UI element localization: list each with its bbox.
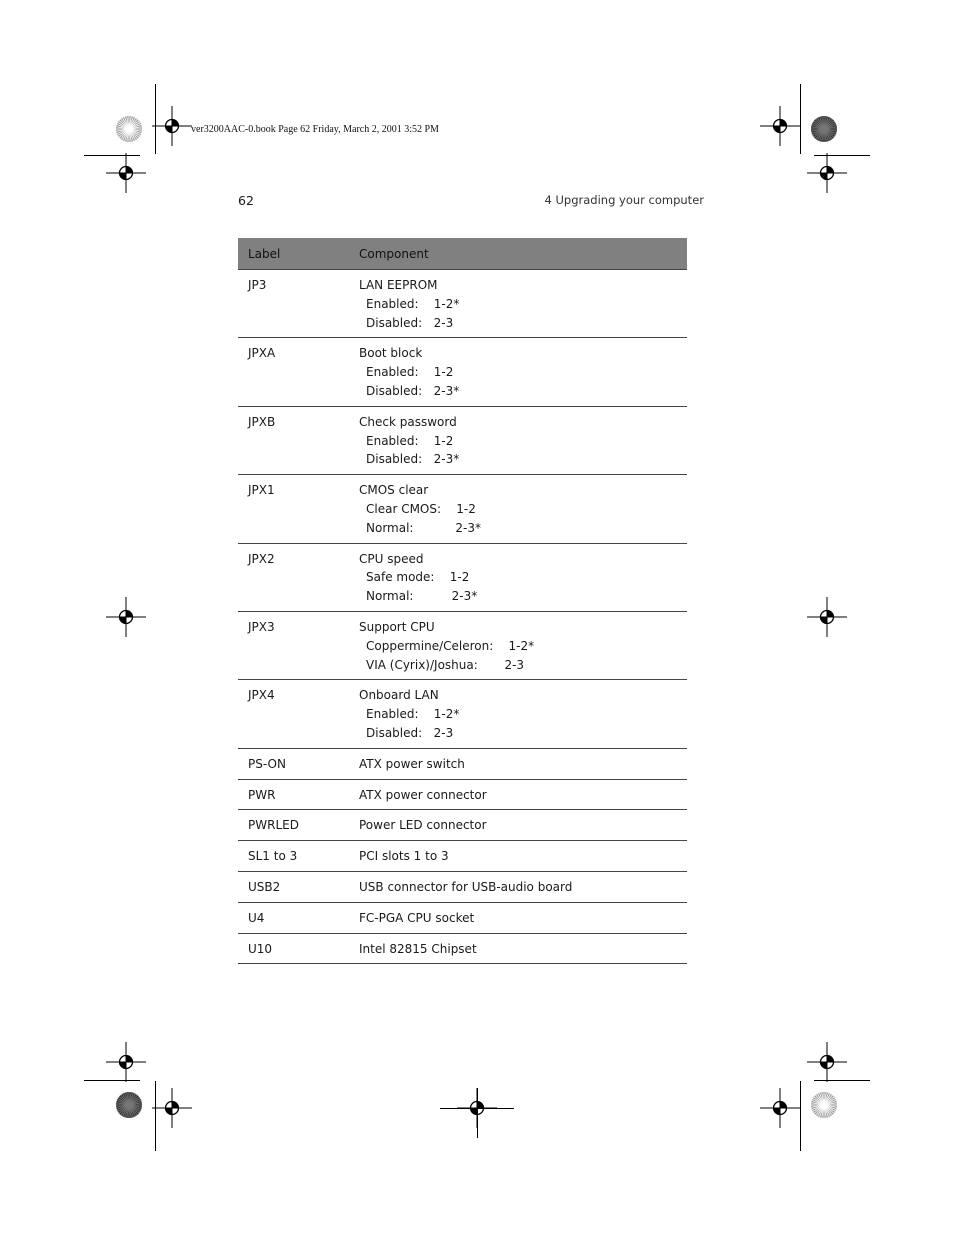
star-target-icon — [810, 115, 838, 143]
table-body — [238, 270, 687, 964]
table-row — [238, 748, 687, 779]
trim-line — [800, 1081, 801, 1151]
row-component — [349, 902, 687, 933]
registration-mark-icon — [807, 1042, 847, 1082]
row-label: USB2 — [238, 871, 349, 902]
jumper-setting: Clear CMOS: 1-2 — [366, 501, 476, 516]
component-name: Intel 82815 Chipset — [359, 941, 477, 956]
row-component — [349, 810, 687, 841]
trim-line — [477, 1088, 478, 1138]
jumper-setting: Disabled: 2-3 — [366, 315, 454, 330]
trim-line — [155, 1081, 156, 1151]
registration-mark-icon — [152, 1088, 192, 1128]
row-component — [349, 871, 687, 902]
row-component — [349, 680, 687, 748]
registration-mark-icon — [807, 153, 847, 193]
table-row — [238, 933, 687, 964]
row-component — [349, 841, 687, 872]
trim-line — [84, 155, 140, 156]
component-name: ATX power switch — [359, 756, 465, 771]
registration-mark-icon — [106, 1042, 146, 1082]
jumper-setting: Disabled: 2-3* — [366, 452, 460, 467]
row-component — [349, 543, 687, 611]
component-name: PCI slots 1 to 3 — [359, 849, 449, 864]
table-row — [238, 475, 687, 543]
page-number: 62 — [238, 193, 254, 208]
component-name: Support CPU — [359, 619, 435, 634]
table-row — [238, 871, 687, 902]
table-row — [238, 338, 687, 406]
trim-line — [814, 155, 870, 156]
row-label: JPXA — [238, 338, 349, 406]
row-label: JPX1 — [238, 475, 349, 543]
row-component — [349, 611, 687, 679]
star-target-icon — [115, 115, 143, 143]
column-header-label: Label — [238, 238, 349, 270]
component-name: Boot block — [359, 346, 423, 361]
component-name: Check password — [359, 414, 457, 429]
jumper-setting: Enabled: 1-2* — [366, 296, 460, 311]
trim-line — [814, 1080, 870, 1081]
table-row — [238, 841, 687, 872]
row-component — [349, 748, 687, 779]
trim-line — [84, 1080, 140, 1081]
row-label: PWRLED — [238, 810, 349, 841]
row-label: SL1 to 3 — [238, 841, 349, 872]
jumper-setting: Normal: 2-3* — [366, 589, 478, 604]
row-label: U10 — [238, 933, 349, 964]
trim-line — [155, 84, 156, 154]
table-header-row — [238, 238, 687, 270]
table-row — [238, 810, 687, 841]
table-row — [238, 611, 687, 679]
row-label: PS-ON — [238, 748, 349, 779]
row-label: JPXB — [238, 406, 349, 474]
registration-mark-icon — [106, 597, 146, 637]
table-row — [238, 779, 687, 810]
row-component — [349, 338, 687, 406]
column-header-component: Component — [349, 238, 687, 270]
registration-mark-icon — [760, 1088, 800, 1128]
row-label: JP3 — [238, 270, 349, 338]
component-name: USB connector for USB-audio board — [359, 879, 573, 894]
component-table — [238, 238, 687, 964]
registration-mark-icon — [760, 106, 800, 146]
jumper-setting: VIA (Cyrix)/Joshua: 2-3 — [366, 657, 525, 672]
star-target-icon — [810, 1091, 838, 1119]
jumper-setting: Disabled: 2-3 — [366, 725, 454, 740]
component-name: ATX power connector — [359, 787, 487, 802]
row-label: JPX4 — [238, 680, 349, 748]
table-row — [238, 902, 687, 933]
jumper-setting: Safe mode: 1-2 — [366, 570, 470, 585]
registration-mark-icon — [106, 153, 146, 193]
table-row — [238, 406, 687, 474]
row-component — [349, 270, 687, 338]
jumper-setting: Enabled: 1-2 — [366, 433, 454, 448]
row-component — [349, 406, 687, 474]
table-row — [238, 543, 687, 611]
jumper-setting: Coppermine/Celeron: 1-2* — [366, 638, 535, 653]
running-header: 4 Upgrading your computer — [544, 193, 704, 207]
row-component — [349, 779, 687, 810]
component-name: Onboard LAN — [359, 688, 439, 703]
jumper-setting: Enabled: 1-2* — [366, 707, 460, 722]
component-name: Power LED connector — [359, 818, 487, 833]
row-label: JPX3 — [238, 611, 349, 679]
table-row — [238, 270, 687, 338]
trim-line — [800, 84, 801, 154]
print-slug: ver3200AAC-0.book Page 62 Friday, March 2, 2001 3:52 PM — [191, 124, 439, 135]
jumper-setting: Disabled: 2-3* — [366, 383, 460, 398]
row-component — [349, 475, 687, 543]
row-label: PWR — [238, 779, 349, 810]
registration-mark-icon — [152, 106, 192, 146]
component-name: CMOS clear — [359, 483, 429, 498]
jumper-setting: Enabled: 1-2 — [366, 365, 454, 380]
registration-mark-icon — [807, 597, 847, 637]
star-target-icon — [115, 1091, 143, 1119]
row-label: U4 — [238, 902, 349, 933]
row-component — [349, 933, 687, 964]
component-name: LAN EEPROM — [359, 278, 438, 292]
jumper-setting: Normal: 2-3* — [366, 520, 482, 535]
component-name: FC-PGA CPU socket — [359, 910, 475, 925]
table-row — [238, 680, 687, 748]
row-label: JPX2 — [238, 543, 349, 611]
component-name: CPU speed — [359, 551, 424, 566]
